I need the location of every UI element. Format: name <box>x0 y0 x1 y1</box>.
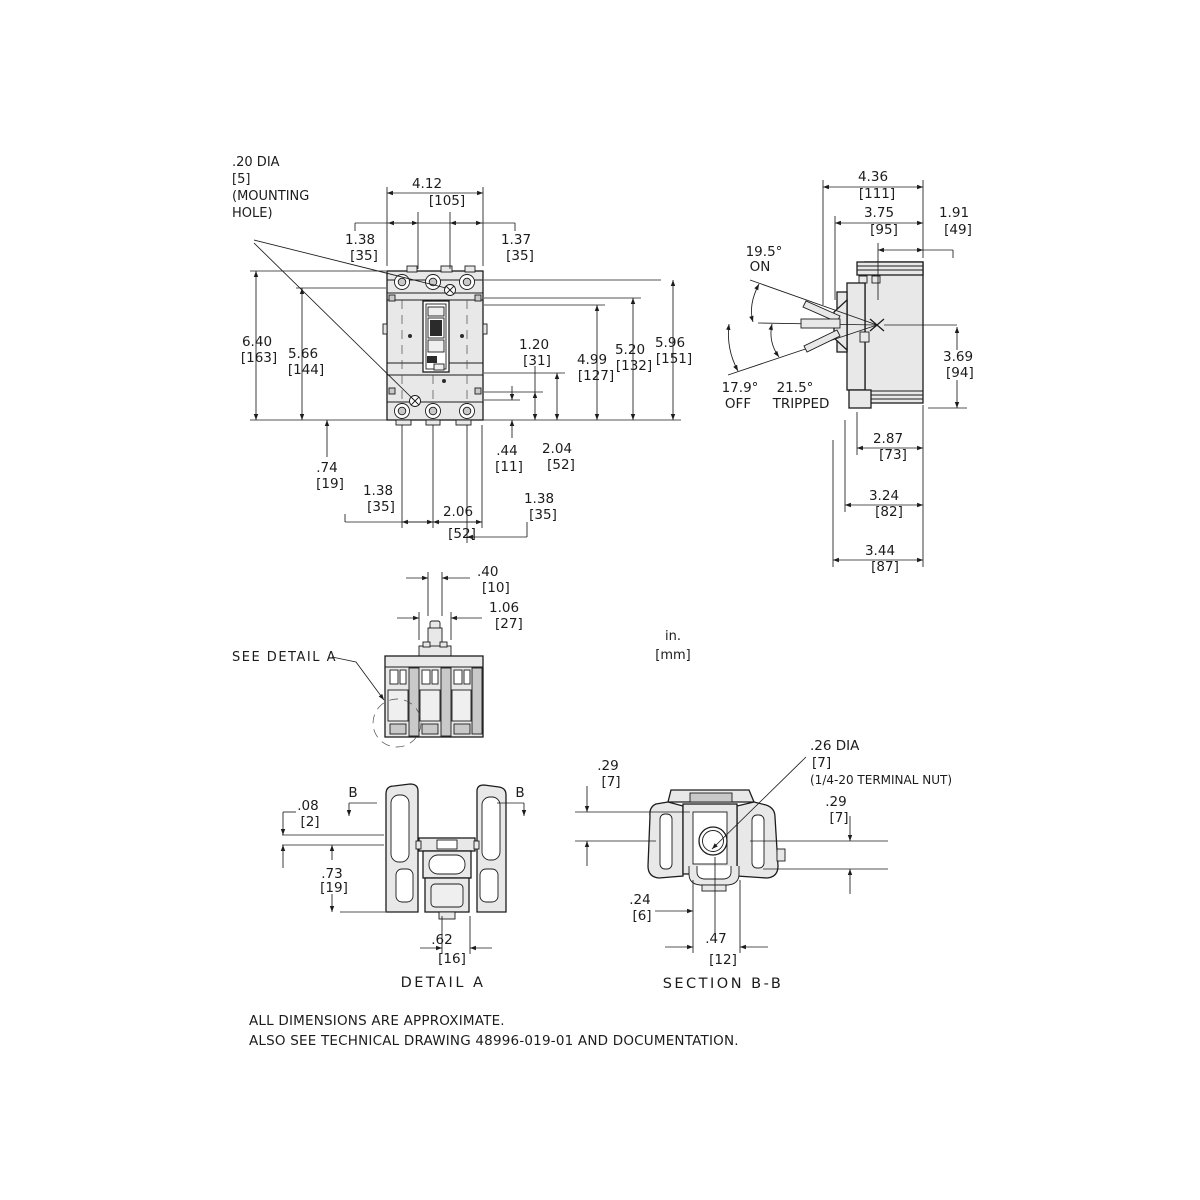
dim-062-in: .62 <box>431 932 453 948</box>
detail-a-view <box>282 784 525 991</box>
dim-width-mm: [105] <box>428 193 466 209</box>
dim-204-mm: [52] <box>547 457 575 473</box>
dim-106-mm: [27] <box>495 616 523 632</box>
handle-tripped-position <box>804 330 840 352</box>
dim-029-left-in: .29 <box>597 758 619 774</box>
dim-120-in: 1.20 <box>518 337 550 353</box>
dim-024-in: .24 <box>629 892 651 908</box>
dim-bottom-right-mm: [35] <box>529 507 557 523</box>
line-terminal-screws <box>395 275 475 290</box>
dim-width-in: 4.12 <box>411 176 443 192</box>
mounting-note-line4: HOLE) <box>232 206 273 221</box>
detail-a-caption: DETAIL A <box>400 975 486 991</box>
units-inches-label: in. <box>665 629 681 644</box>
dim-287-in: 2.87 <box>872 431 904 447</box>
load-terminal-screws <box>395 404 475 419</box>
dim-029-right-mm: [7] <box>829 810 849 826</box>
dim-369-in: 3.69 <box>943 349 974 365</box>
dim-120-mm: [31] <box>523 353 551 369</box>
section-bb-caption: SECTION B-B <box>662 976 784 992</box>
dim-369-mm: [94] <box>946 365 974 381</box>
mounting-note-line3: (MOUNTING <box>232 189 310 204</box>
dim-044-mm: [11] <box>495 459 523 475</box>
dim-depth-in: 4.36 <box>857 169 889 185</box>
dim-191-in: 1.91 <box>938 205 970 221</box>
angle-on-value: 19.5° <box>745 244 783 260</box>
angle-tripped-value: 21.5° <box>776 380 814 396</box>
side-view <box>722 169 974 575</box>
dim-375-mm: [95] <box>870 222 898 238</box>
handle-mechanism <box>423 301 449 372</box>
terminal-nut-dia-in: .26 DIA <box>810 738 860 754</box>
terminal-nut-hole <box>699 827 727 855</box>
dim-base-offset-in: .74 <box>316 460 338 476</box>
dim-499-in: 4.99 <box>576 352 608 368</box>
dim-191-mm: [49] <box>944 222 972 238</box>
dim-029-right-in: .29 <box>825 794 847 810</box>
dim-040-in: .40 <box>477 564 499 580</box>
dim-044-in: .44 <box>496 443 518 459</box>
mounting-hole-top <box>445 285 456 296</box>
note-line2: ALSO SEE TECHNICAL DRAWING 48996-019-01 AND DOCUMENTATION. <box>249 1033 739 1049</box>
terminal-nut-dia-mm: [7] <box>812 755 832 771</box>
dim-520-in: 5.20 <box>614 342 646 358</box>
dim-bottom-left-in: 1.38 <box>362 483 394 499</box>
dim-344-mm: [87] <box>871 559 899 575</box>
dim-062-mm: [16] <box>438 951 466 967</box>
mounting-note-line2: [5] <box>232 172 251 187</box>
see-detail-leader <box>332 657 384 700</box>
see-detail-a-label: SEE DETAIL A <box>232 650 337 665</box>
dim-hole-left-mm: [35] <box>350 248 378 264</box>
dim-bottom-center-mm: [52] <box>448 526 476 542</box>
dim-height-overall-in: 6.40 <box>241 334 273 350</box>
angle-off-label: OFF <box>724 396 752 412</box>
dim-024-mm: [6] <box>632 908 652 924</box>
dim-073-mm: [19] <box>320 880 348 896</box>
dim-047-in: .47 <box>705 931 727 947</box>
dim-073-in: .73 <box>321 866 343 882</box>
handle-off-position <box>801 319 840 328</box>
dim-hole-left-in: 1.38 <box>344 232 376 248</box>
section-b-left-label: B <box>348 785 358 801</box>
dim-hole-right-in: 1.37 <box>500 232 532 248</box>
detail-terminal-assembly <box>416 838 479 919</box>
dim-596-in: 5.96 <box>654 335 686 351</box>
dim-height-overall-mm: [163] <box>240 350 278 366</box>
dim-520-mm: [132] <box>615 358 653 374</box>
section-bb-view <box>575 738 952 992</box>
section-b-right-label: B <box>515 785 525 801</box>
dim-bottom-left-mm: [35] <box>367 499 395 515</box>
dim-499-mm: [127] <box>577 368 615 384</box>
dim-depth-mm: [111] <box>858 186 896 202</box>
dim-bottom-center-in: 2.06 <box>442 504 474 520</box>
dim-008-mm: [2] <box>300 814 320 830</box>
dim-008-in: .08 <box>297 798 319 814</box>
front-view <box>232 155 692 543</box>
dim-bottom-right-in: 1.38 <box>523 491 555 507</box>
note-line1: ALL DIMENSIONS ARE APPROXIMATE. <box>249 1013 505 1029</box>
dim-base-offset-mm: [19] <box>316 476 344 492</box>
dim-287-mm: [73] <box>879 447 907 463</box>
dim-106-in: 1.06 <box>489 600 520 616</box>
dim-029-left-mm: [7] <box>601 774 621 790</box>
dim-height-body-mm: [144] <box>287 362 325 378</box>
angle-off-value: 17.9° <box>721 380 759 396</box>
dim-344-in: 3.44 <box>864 543 896 559</box>
dim-324-mm: [82] <box>875 504 903 520</box>
angle-on-label: ON <box>749 259 771 275</box>
top-view <box>232 564 523 747</box>
dim-204-in: 2.04 <box>541 441 573 457</box>
dim-047-mm: [12] <box>709 952 737 968</box>
terminal-nut-note: (1/4-20 TERMINAL NUT) <box>810 773 953 787</box>
dim-324-in: 3.24 <box>868 488 900 504</box>
angle-tripped-label: TRIPPED <box>772 396 830 412</box>
units-mm-label: [mm] <box>655 648 691 663</box>
dim-375-in: 3.75 <box>863 205 895 221</box>
dim-596-mm: [151] <box>655 351 693 367</box>
dim-040-mm: [10] <box>482 580 510 596</box>
dim-hole-right-mm: [35] <box>506 248 534 264</box>
dim-height-body-in: 5.66 <box>287 346 319 362</box>
mounting-note-line1: .20 DIA <box>232 155 280 170</box>
